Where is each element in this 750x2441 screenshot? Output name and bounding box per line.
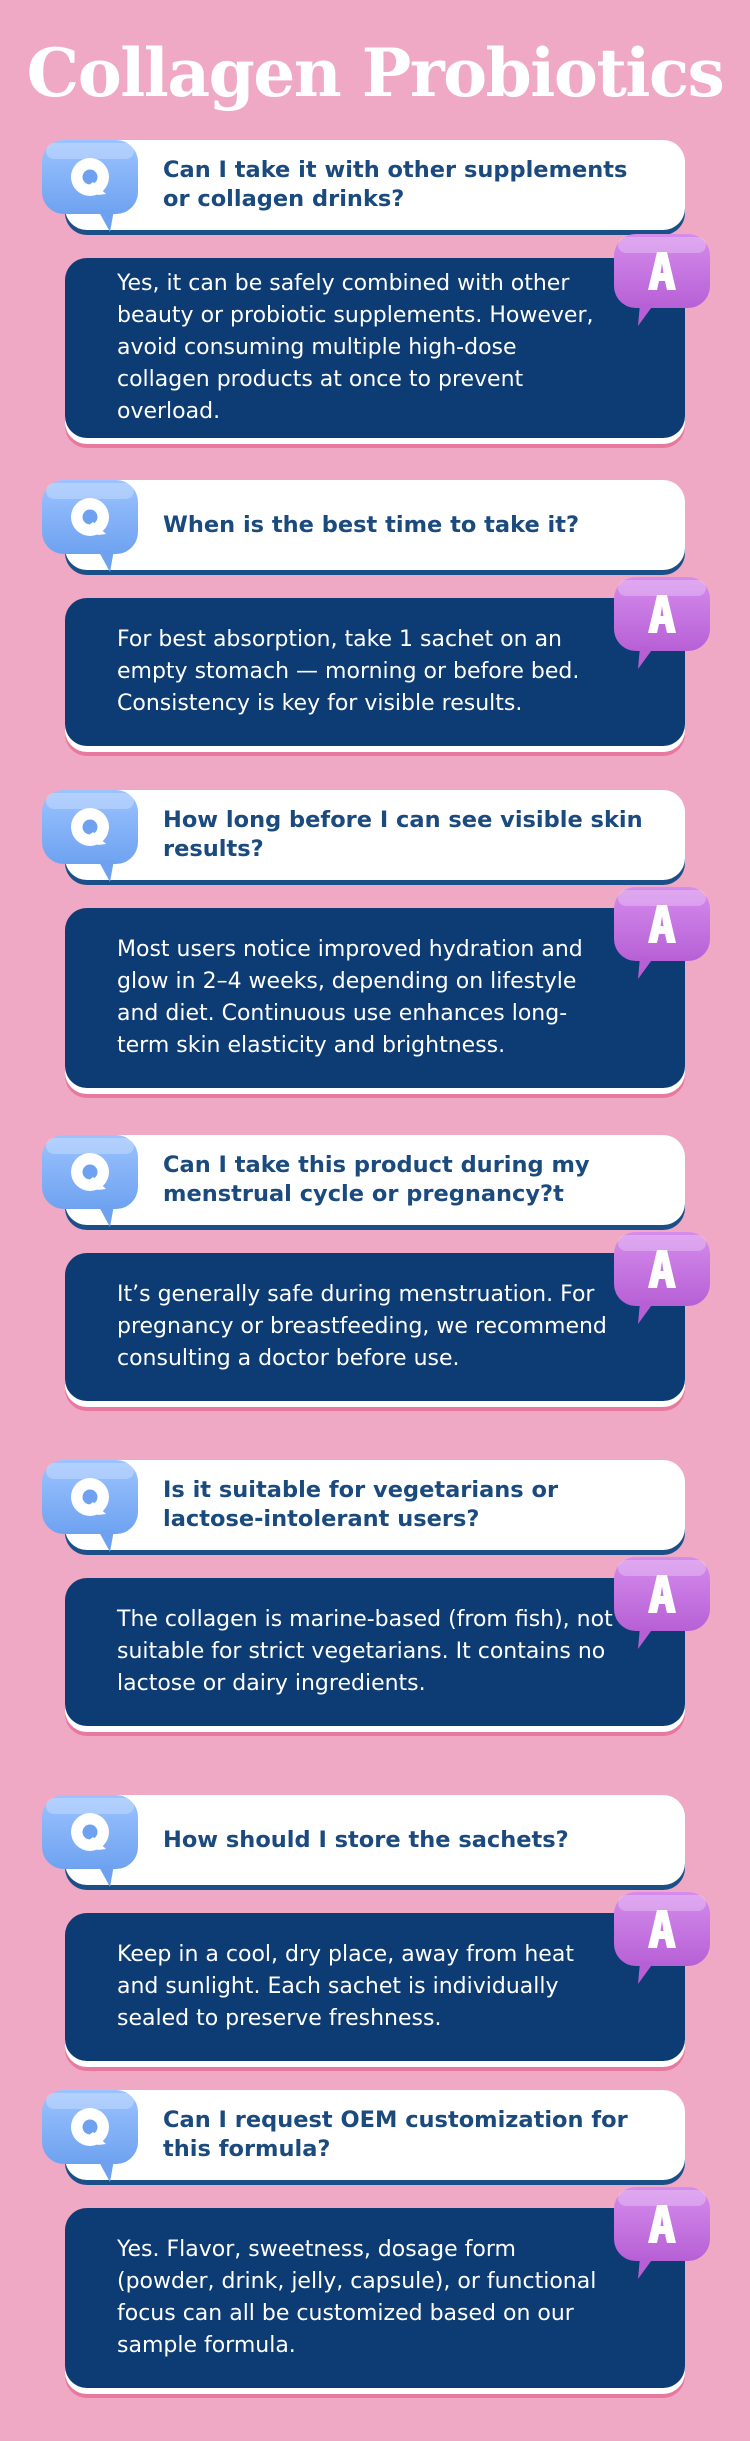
answer-text: The collagen is marine-based (from fish), not suitable for strict vegetarians. It contains no lactose or dairy ingredients. <box>117 1607 613 1696</box>
question-card <box>65 480 685 570</box>
a-chat-bubble-icon <box>612 1230 712 1326</box>
q-chat-bubble-icon <box>40 1133 140 1229</box>
question-card <box>65 1135 685 1225</box>
a-chat-bubble-icon <box>612 575 712 671</box>
question-card <box>65 1460 685 1550</box>
answer-text: Yes. Flavor, sweetness, dosage form (powder, drink, jelly, capsule), or functional focus can all be customized based on our sample formula. <box>117 2237 597 2358</box>
q-chat-bubble-icon <box>40 2088 140 2184</box>
question-card <box>65 2090 685 2180</box>
question-text: Can I take this product during my menstrual cycle or pregnancy?t <box>163 1152 590 1207</box>
answer-text: It’s generally safe during menstruation. For pregnancy or breastfeeding, we recommend consulting a doctor before use. <box>117 1282 607 1371</box>
answer-text: Yes, it can be safely combined with other beauty or probiotic supplements. However, avoid consuming multiple high-dose collagen products at once to prevent overload. <box>117 271 594 424</box>
q-chat-bubble-icon <box>40 478 140 574</box>
answer-card <box>65 1578 685 1726</box>
answer-text: Keep in a cool, dry place, away from heat and sunlight. Each sachet is individually sealed to preserve freshness. <box>117 1942 574 2031</box>
answer-card <box>65 2208 685 2388</box>
question-text: Can I take it with other supplements or collagen drinks? <box>163 157 628 212</box>
q-chat-bubble-icon <box>40 1458 140 1554</box>
answer-text: Most users notice improved hydration and glow in 2–4 weeks, depending on lifestyle and diet. Continuous use enhances long-term skin elasticity and brightness. <box>117 937 583 1058</box>
answer-card <box>65 908 685 1088</box>
question-card <box>65 790 685 880</box>
q-chat-bubble-icon <box>40 1793 140 1889</box>
question-text: How should I store the sachets? <box>163 1826 569 1853</box>
question-card <box>65 140 685 230</box>
answer-card <box>65 1253 685 1401</box>
answer-card <box>65 258 685 438</box>
page-title: Collagen Probiotics <box>26 34 724 112</box>
a-chat-bubble-icon <box>612 1555 712 1651</box>
question-text: How long before I can see visible skin results? <box>163 807 643 862</box>
a-chat-bubble-icon <box>612 2185 712 2281</box>
a-chat-bubble-icon <box>612 232 712 328</box>
a-chat-bubble-icon <box>612 885 712 981</box>
answer-text: For best absorption, take 1 sachet on an empty stomach — morning or before bed. Consistency is key for visible results. <box>117 627 580 716</box>
question-card <box>65 1795 685 1885</box>
question-text: When is the best time to take it? <box>163 511 580 538</box>
question-text: Is it suitable for vegetarians or lactose-intolerant users? <box>163 1477 559 1532</box>
q-chat-bubble-icon <box>40 138 140 234</box>
answer-card <box>65 1913 685 2061</box>
question-text: Can I request OEM customization for this formula? <box>163 2107 628 2162</box>
answer-card <box>65 598 685 746</box>
a-chat-bubble-icon <box>612 1890 712 1986</box>
q-chat-bubble-icon <box>40 788 140 884</box>
